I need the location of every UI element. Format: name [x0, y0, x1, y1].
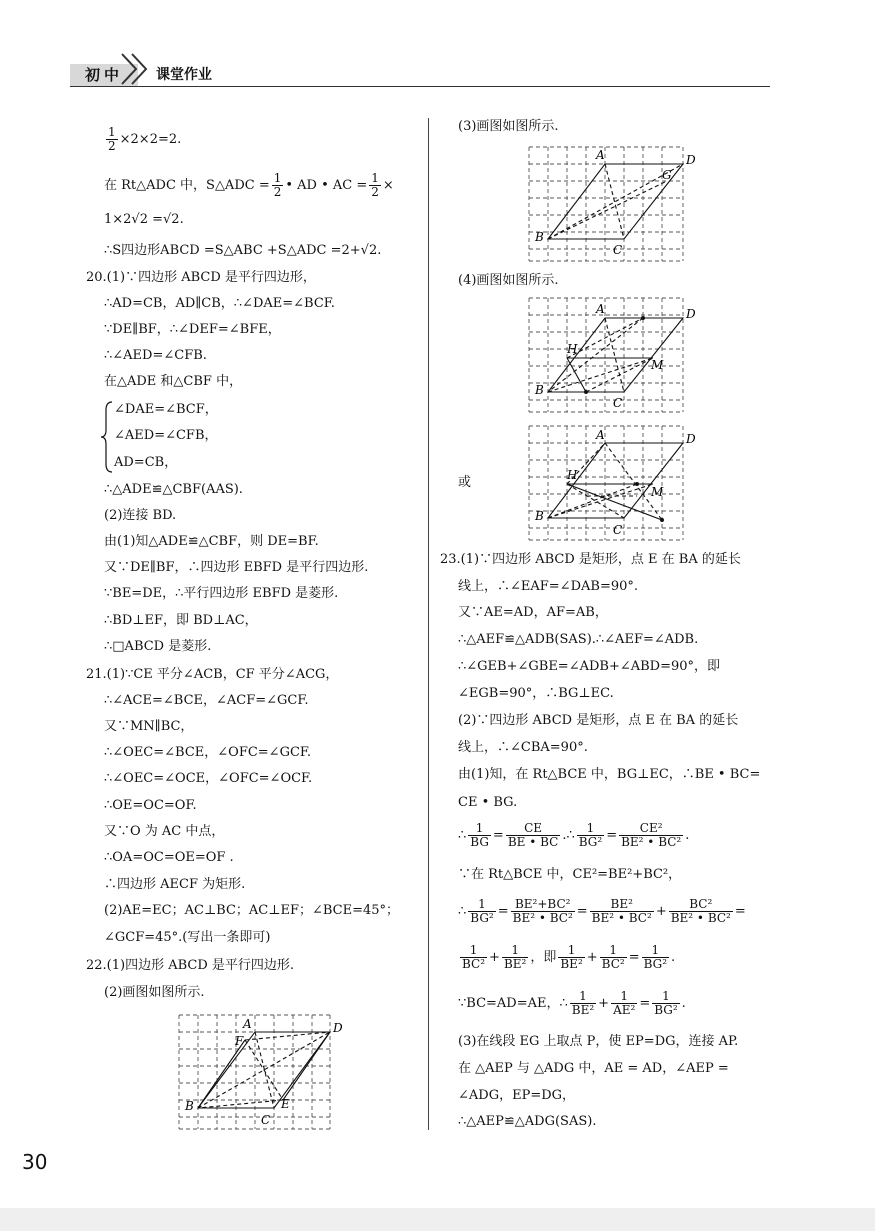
- column-divider: [428, 118, 429, 1130]
- q20-line: ∵DE∥BF，∴∠DEF=∠BFE，: [104, 322, 281, 337]
- q23-line: 在 △AEP 与 △ADG 中，AE = AD，∠AEP =: [458, 1061, 729, 1076]
- q21-line: ∴∠OEC=∠OCE，∠OFC=∠OCF.: [104, 771, 313, 786]
- label-c: C: [261, 1113, 271, 1127]
- q23-line: ∠EGB=90°，∴BG⊥EC.: [458, 686, 614, 701]
- q23-line: CE • BG.: [458, 795, 518, 810]
- q21-line: 21.(1)∵CE 平分∠ACB，CF 平分∠ACG，: [86, 667, 339, 682]
- q23-line: 又∵AE=AD，AF=AB，: [458, 605, 608, 620]
- q21-line: ∴四边形 AECF 为矩形.: [104, 877, 246, 892]
- q20-line: (2)连接 BD.: [104, 508, 177, 523]
- level-label: 初中: [70, 64, 138, 86]
- label-f: F: [235, 1034, 244, 1048]
- page-header: [70, 52, 770, 88]
- fraction: $\frac{1}{2}$: [108, 125, 116, 153]
- q21-line: ∴OE=OC=OF.: [104, 798, 197, 813]
- figure-22-2: [175, 1012, 350, 1132]
- q23-line: 23.(1)∵四边形 ABCD 是矩形，点 E 在 BA 的延长: [440, 552, 741, 567]
- label-m: M: [651, 485, 664, 499]
- label-d: D: [686, 153, 696, 167]
- line-3: 1×2√2 =√2.: [104, 212, 184, 227]
- footer-band: [0, 1208, 875, 1231]
- right-line: (3)画图如图所示.: [458, 119, 559, 134]
- figure-4b: [527, 424, 707, 544]
- label-d: D: [333, 1021, 343, 1035]
- label-c: C: [613, 243, 623, 257]
- q20-line: ∴∠AED=∠CFB.: [104, 348, 207, 363]
- label-h: H: [567, 468, 578, 482]
- q21-line: ∴∠ACE=∠BCE，∠ACF=∠GCF.: [104, 693, 309, 708]
- q20-line: ∴BD⊥EF，即 BD⊥AC，: [104, 613, 258, 628]
- label-m: M: [651, 358, 664, 372]
- fraction: $\frac{1}{2}$: [371, 171, 379, 199]
- q23-fraction-line-1: ∴ $\frac{1}{BG}$ = $\frac{CE}{BE • BC}$ .∴ $\frac{1}{\text{BG²}}$ = $\frac{\text{CE²}}{\text{BE² • BC²}}$ .: [458, 821, 690, 849]
- label-b: B: [535, 509, 544, 523]
- q20-line: ∵BE=DE，∴平行四边形 EBFD 是菱形.: [104, 586, 339, 601]
- q21-line: ∴OA=OC=OE=OF .: [104, 850, 234, 865]
- label-d: D: [686, 307, 696, 321]
- label-c: C: [613, 396, 623, 410]
- q23-line: 由(1)知，在 Rt△BCE 中，BG⊥EC，∴BE • BC=: [458, 767, 761, 782]
- q23-line: ∴△AEF≌△ADB(SAS).∴∠AEF=∠ADB.: [458, 632, 699, 647]
- fraction: $\frac{1}{2}$: [273, 171, 282, 199]
- label-c: C: [613, 523, 623, 537]
- label-a: A: [596, 302, 605, 316]
- q22-line: (2)画图如图所示.: [104, 985, 205, 1000]
- q23-line: ∠ADG，EP=DG，: [458, 1088, 576, 1103]
- q23-line: (2)∵四边形 ABCD 是矩形，点 E 在 BA 的延长: [458, 713, 739, 728]
- label-a: A: [243, 1017, 252, 1031]
- label-h: H: [567, 342, 578, 356]
- label-b: B: [185, 1099, 194, 1113]
- q20-line: 又∵DE∥BF，∴四边形 EBFD 是平行四边形.: [104, 560, 369, 575]
- q23-line: 线上，∴∠CBA=90°.: [458, 740, 588, 755]
- line-1: $\frac{1}{2}$ ×2×2=2.: [108, 125, 182, 153]
- q20-line: ∠DAE=∠BCF，: [114, 402, 218, 417]
- q21-line: 又∵MN∥BC，: [104, 719, 194, 734]
- q23-fraction-line-2: ∴ $\frac{1}{\text{BG²}}$ = $\frac{\text{BE²+BC²}}{\text{BE² • BC²}}$ = $\frac{\text{BE²}}{\text{BE² • BC²}}$ + $\frac{\text{BC²}}{\text{BE² • BC²}}$ =: [458, 897, 746, 925]
- label-b: B: [535, 230, 544, 244]
- q23-fraction-line-3: $\frac{1}{\text{BC²}}$ + $\frac{1}{\text{BE²}}$ ，即 $\frac{1}{\text{BE²}}$ + $\frac{1}{\text{BC²}}$ = $\frac{1}{\text{BG²}}$ .: [462, 943, 676, 971]
- figure-4a: [527, 296, 707, 416]
- q20-line: ∴□ABCD 是菱形.: [104, 639, 212, 654]
- q20-line: 由(1)知△ADE≌△CBF，则 DE=BF.: [104, 534, 319, 549]
- header-rule: [70, 86, 770, 87]
- label-e: E: [281, 1097, 290, 1111]
- label-d: D: [686, 432, 696, 446]
- q23-line: ∵在 Rt△BCE 中，CE²=BE²+BC²，: [458, 867, 682, 882]
- q22-line: 22.(1)四边形 ABCD 是平行四边形.: [86, 958, 295, 973]
- page-number: 30: [22, 1150, 48, 1174]
- or-label: 或: [458, 475, 472, 490]
- label-b: B: [535, 383, 544, 397]
- figure-3: [527, 145, 707, 265]
- line-2: 在 Rt△ADC 中，S△ADC = $\frac{1}{2}$ • AD • AC = $\frac{1}{2}$ ×: [104, 171, 394, 199]
- q21-line: ∠GCF=45°.(写出一条即可): [104, 930, 271, 945]
- q21-line: (2)AE=EC；AC⊥BC；AC⊥EF；∠BCE=45°；: [104, 903, 400, 918]
- label-g: G: [662, 168, 672, 182]
- label-a: A: [596, 148, 605, 162]
- q21-line: ∴∠OEC=∠BCE，∠OFC=∠GCF.: [104, 745, 312, 760]
- label-a: A: [596, 428, 605, 442]
- q20-line: ∠AED=∠CFB，: [114, 428, 218, 443]
- q23-line: 线上，∴∠EAF=∠DAB=90°.: [458, 579, 639, 594]
- q23-line: ∴△AEP≌△ADG(SAS).: [458, 1114, 597, 1129]
- q20-line: ∴△ADE≌△CBF(AAS).: [104, 482, 243, 497]
- line-4: ∴S四边形ABCD =S△ABC +S△ADC =2+√2.: [104, 243, 382, 258]
- q21-line: 又∵O 为 AC 中点，: [104, 824, 225, 839]
- q20-line: 20.(1)∵四边形 ABCD 是平行四边形，: [86, 270, 316, 285]
- q20-line: 在△ADE 和△CBF 中，: [104, 374, 243, 389]
- series-title: 课堂作业: [156, 67, 212, 83]
- q20-line: ∴AD=CB，AD∥CB，∴∠DAE=∠BCF.: [104, 296, 335, 311]
- brace: [100, 400, 114, 474]
- q23-fraction-line-4: ∵BC=AD=AE，∴ $\frac{1}{\text{BE²}}$ + $\frac{1}{\text{AE²}}$ = $\frac{1}{\text{BG²}}$ .: [458, 989, 686, 1017]
- right-line: (4)画图如图所示.: [458, 273, 559, 288]
- q23-line: ∴∠GEB+∠GBE=∠ADB+∠ABD=90°，即: [458, 659, 721, 674]
- q20-line: AD=CB，: [114, 455, 178, 470]
- q23-line: (3)在线段 EG 上取点 P，使 EP=DG，连接 AP.: [458, 1034, 739, 1049]
